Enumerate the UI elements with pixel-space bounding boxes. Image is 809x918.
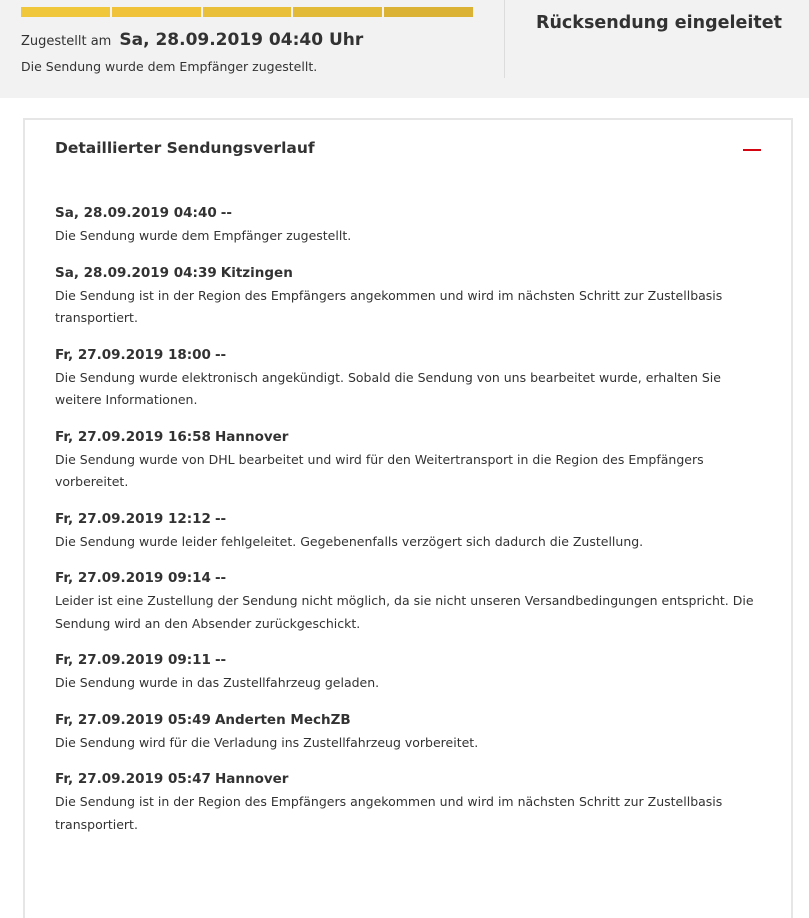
- event-description: Die Sendung wurde von DHL bearbeitet und wird für den Weitertransport in die Region des Empfängers vorbereitet.: [55, 451, 704, 489]
- event-description: Die Sendung wurde in das Zustellfahrzeug geladen.: [55, 675, 380, 690]
- history-event: [55, 769, 765, 836]
- progress-segment: [112, 7, 201, 17]
- event-location: Hannover: [214, 428, 289, 445]
- event-header: [55, 263, 765, 283]
- event-location: Hannover: [214, 771, 289, 787]
- event-header: [55, 568, 765, 588]
- header-divider: [504, 0, 505, 78]
- history-event: [55, 650, 765, 695]
- event-header: [55, 509, 765, 529]
- event-datetime: Sa, 28.09.2019 04:39: [55, 264, 217, 281]
- progress-segment: [293, 7, 382, 17]
- history-event: [55, 509, 765, 554]
- event-description: Die Sendung wurde dem Empfänger zugestellt.: [55, 228, 352, 243]
- shipment-history-panel: [23, 118, 793, 918]
- delivered-row: [21, 30, 363, 50]
- event-location: --: [220, 205, 232, 221]
- collapse-history-button[interactable]: [741, 140, 763, 158]
- event-header: [55, 769, 765, 789]
- delivered-datetime: Sa, 28.09.2019 04:40 Uhr: [119, 30, 364, 50]
- event-description: Die Sendung wurde leider fehlgeleitet. Gegebenenfalls verzögert sich dadurch die Zustellung.: [55, 533, 644, 549]
- event-datetime: Fr, 27.09.2019 12:12: [55, 510, 211, 527]
- delivered-status-text: Die Sendung wurde dem Empfänger zugestellt.: [21, 59, 318, 74]
- event-description: Die Sendung wird für die Verladung ins Zustellfahrzeug vorbereitet.: [55, 734, 479, 750]
- event-location: --: [214, 652, 227, 668]
- event-datetime: Fr, 27.09.2019 18:00: [55, 346, 211, 363]
- event-location: Anderten MechZB: [214, 711, 351, 728]
- history-event-list: [55, 203, 765, 851]
- history-event: [55, 427, 765, 494]
- minus-icon: [743, 149, 761, 151]
- event-location: Kitzingen: [220, 264, 293, 281]
- event-location: --: [214, 346, 227, 363]
- delivered-label: Zugestellt am: [21, 34, 112, 49]
- event-location: --: [214, 570, 227, 586]
- event-header: [55, 345, 765, 365]
- event-datetime: Fr, 27.09.2019 16:58: [55, 428, 211, 445]
- history-title: Detaillierter Sendungsverlauf: [55, 139, 315, 157]
- event-location: --: [214, 510, 227, 527]
- event-header: [55, 203, 765, 223]
- event-description: Die Sendung ist in der Region des Empfängers angekommen und wird im nächsten Schritt zur Zustellbasis transportiert.: [55, 794, 723, 832]
- event-header: [55, 710, 765, 730]
- progress-segment: [384, 7, 473, 17]
- event-datetime: Sa, 28.09.2019 04:40: [55, 205, 217, 221]
- return-status-title: Rücksendung eingeleitet: [536, 13, 782, 33]
- event-description: Leider ist eine Zustellung der Sendung nicht möglich, da sie nicht unseren Versandbedingungen entspricht. Die Sendung wird an den Absender zurückgeschickt.: [55, 593, 754, 631]
- history-event: [55, 568, 765, 635]
- event-header: [55, 427, 765, 447]
- event-header: [55, 650, 765, 670]
- delivery-progress-bar: [21, 7, 473, 17]
- event-description: Die Sendung ist in der Region des Empfängers angekommen und wird im nächsten Schritt zur Zustellbasis transportiert.: [55, 287, 723, 325]
- progress-segment: [203, 7, 292, 17]
- event-datetime: Fr, 27.09.2019 05:49: [55, 711, 211, 728]
- shipment-status-header: [0, 0, 809, 98]
- progress-segment: [21, 7, 110, 17]
- history-event: [55, 203, 765, 248]
- history-event: [55, 710, 765, 755]
- event-datetime: Fr, 27.09.2019 09:14: [55, 570, 211, 586]
- event-description: Die Sendung wurde elektronisch angekündigt. Sobald die Sendung von uns bearbeitet wurde, erhalten Sie weitere Informationen.: [55, 369, 721, 407]
- event-datetime: Fr, 27.09.2019 05:47: [55, 771, 211, 787]
- history-event: [55, 345, 765, 412]
- history-event: [55, 263, 765, 330]
- event-datetime: Fr, 27.09.2019 09:11: [55, 652, 211, 668]
